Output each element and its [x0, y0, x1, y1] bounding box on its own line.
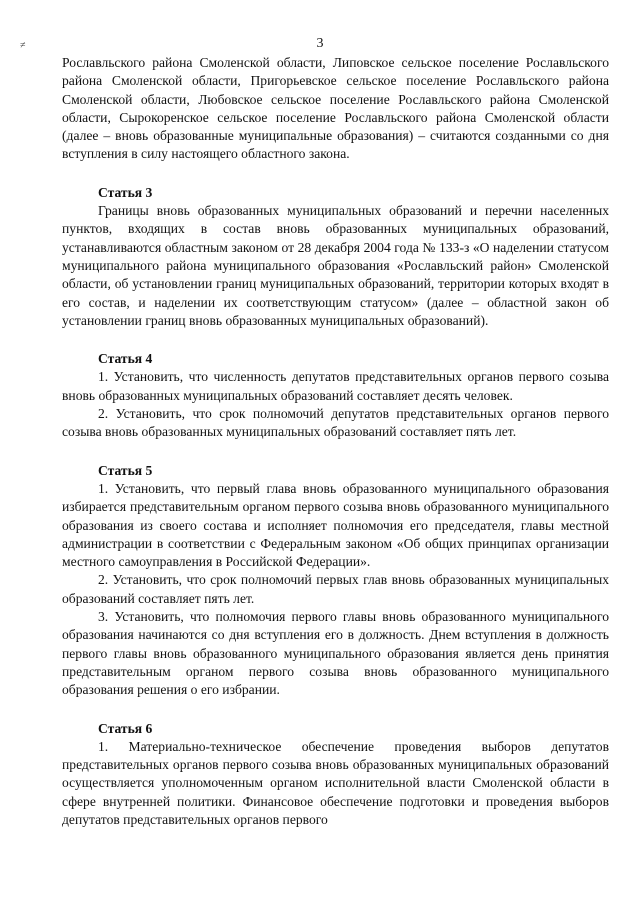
article-title: Статья 4 — [98, 351, 153, 367]
article-4 — [62, 350, 609, 441]
article-paragraph: 1. Установить, что численность депутатов представительных органов первого созыва вновь образованных муниципальных образований составляет десять человек. — [62, 369, 609, 403]
article-paragraph: 1. Материально-техническое обеспечение проведения выборов депутатов представительных органов первого созыва вновь образованных муниципальных образований осуществляется уполномоченным органом исполнительной власти Смоленской области в сфере внутренней политики. Финансовое обеспечение подготовки и проведения выборов депутатов представительных органов первого — [62, 738, 609, 827]
article-5 — [62, 462, 609, 700]
article-paragraph: 2. Установить, что срок полномочий депутатов представительных органов первого созыва вновь образованных муниципальных образований составляет пять лет. — [62, 406, 609, 440]
article-paragraph: 1. Установить, что первый глава вновь образованного муниципального образования избирается представительным органом первого созыва вновь образованного муниципального образования из своего состава и исполняет полномочия его председателя, главы местной администрации в соответствии с Федеральным законом «Об общих принципах организации местного самоуправления в Российской Федерации». — [62, 480, 609, 570]
article-6 — [62, 720, 609, 830]
page-number: 3 — [316, 36, 324, 51]
margin-mark: ≠ — [20, 40, 26, 51]
article-3 — [62, 184, 609, 330]
article-paragraph: 2. Установить, что срок полномочий первых глав вновь образованных муниципальных образований составляет пять лет. — [62, 572, 609, 606]
intro-paragraph: Рославльского района Смоленской области, Липовское сельское поселение Рославльского района Смоленской области, Пригорьевское сельское поселение Рославльского района Смоленской области, Любовское сельское поселение Рославльского района Смоленской области, Сырокоренское сельское поселение Рославльского района Смоленской области (далее – вновь образованные муниципальные образования) – считаются созданными со дня вступления в силу настоящего областного закона. — [62, 55, 609, 162]
article-title: Статья 6 — [98, 720, 153, 736]
document-body — [62, 54, 609, 829]
article-paragraph: 3. Установить, что полномочия первого главы вновь образованного муниципального образования начинаются со дня вступления его в должность. Днем вступления в должность первого главы вновь образованного муниципального образования является день принятия представительным органом первого созыва вновь образованного муниципального образования решения о его избрании. — [62, 609, 609, 698]
article-title: Статья 3 — [98, 184, 153, 200]
article-paragraph: Границы вновь образованных муниципальных образований и перечни населенных пунктов, входящих в состав вновь образованных муниципальных образований, устанавливаются областным законом от 28 декабря 2004 года № 133-з «О наделении статусом муниципального района муниципального образования «Рославльский район» Смоленской области, об установлении границ муниципальных образований, территории которых входят в его состав, и наделении их соответствующим статусом» (далее – областной закон об установлении границ вновь образованных муниципальных образований). — [62, 203, 609, 328]
article-title: Статья 5 — [98, 462, 153, 478]
